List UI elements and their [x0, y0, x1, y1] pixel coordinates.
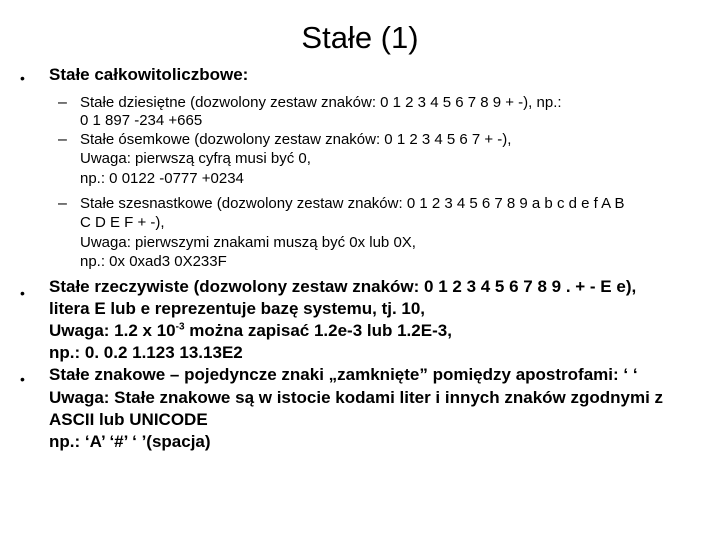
slide-title: Stałe (1) — [301, 20, 419, 55]
bullet-3-line-1: Stałe znakowe – pojedyncze znaki „zamknięte” pomiędzy apostrofami: ‘ ‘ — [49, 365, 638, 384]
bullet-marker: • — [20, 371, 25, 387]
bullet-marker: • — [20, 70, 25, 86]
subitem-3-line-4: np.: 0x 0xad3 0X233F — [80, 253, 227, 270]
subitem-3-line-1: Stałe szesnastkowe (dozwolony zestaw znaków: 0 1 2 3 4 5 6 7 8 9 a b c d e f A B — [80, 195, 625, 212]
subitem-2-line-3: np.: 0 0122 -0777 +0234 — [80, 170, 244, 187]
bullet-2-line-3-before: Uwaga: 1.2 x 10 — [49, 321, 176, 340]
dash-marker: – — [58, 131, 67, 148]
subitem-3-line-2: C D E F + -), — [80, 214, 165, 231]
bullet-3-line-3: ASCII lub UNICODE — [49, 410, 208, 429]
bullet-1-line-1: Stałe całkowitoliczbowe: — [49, 65, 249, 84]
bullet-2-line-4: np.: 0. 0.2 1.123 13.13E2 — [49, 343, 243, 362]
subitem-2-line-1: Stałe ósemkowe (dozwolony zestaw znaków: 0 1 2 3 4 5 6 7 + -), — [80, 131, 512, 148]
exponent: -3 — [175, 321, 185, 333]
bullet-2-line-3 — [49, 320, 452, 342]
dash-marker: – — [58, 195, 67, 212]
dash-marker: – — [58, 94, 67, 111]
bullet-3-line-2: Uwaga: Stałe znakowe są w istocie kodami liter i innych znaków zgodnymi z — [49, 388, 664, 407]
bullet-2-line-2: litera E lub e reprezentuje bazę systemu, tj. 10, — [49, 299, 426, 318]
subitem-3-line-3: Uwaga: pierwszymi znakami muszą być 0x lub 0X, — [80, 234, 416, 251]
bullet-2-line-3-after: można zapisać 1.2e-3 lub 1.2E-3, — [184, 321, 452, 340]
subitem-1-line-1: Stałe dziesiętne (dozwolony zestaw znaków: 0 1 2 3 4 5 6 7 8 9 + -), np.: — [80, 94, 562, 111]
subitem-1-line-2: 0 1 897 -234 +665 — [80, 112, 203, 129]
subitem-2-line-2: Uwaga: pierwszą cyfrą musi być 0, — [80, 150, 311, 167]
bullet-2-line-1: Stałe rzeczywiste (dozwolony zestaw znaków: 0 1 2 3 4 5 6 7 8 9 . + - E e), — [49, 277, 637, 296]
bullet-marker: • — [20, 285, 25, 301]
bullet-3-line-4: np.: ‘A’ ‘#’ ‘ ’(spacja) — [49, 432, 211, 451]
